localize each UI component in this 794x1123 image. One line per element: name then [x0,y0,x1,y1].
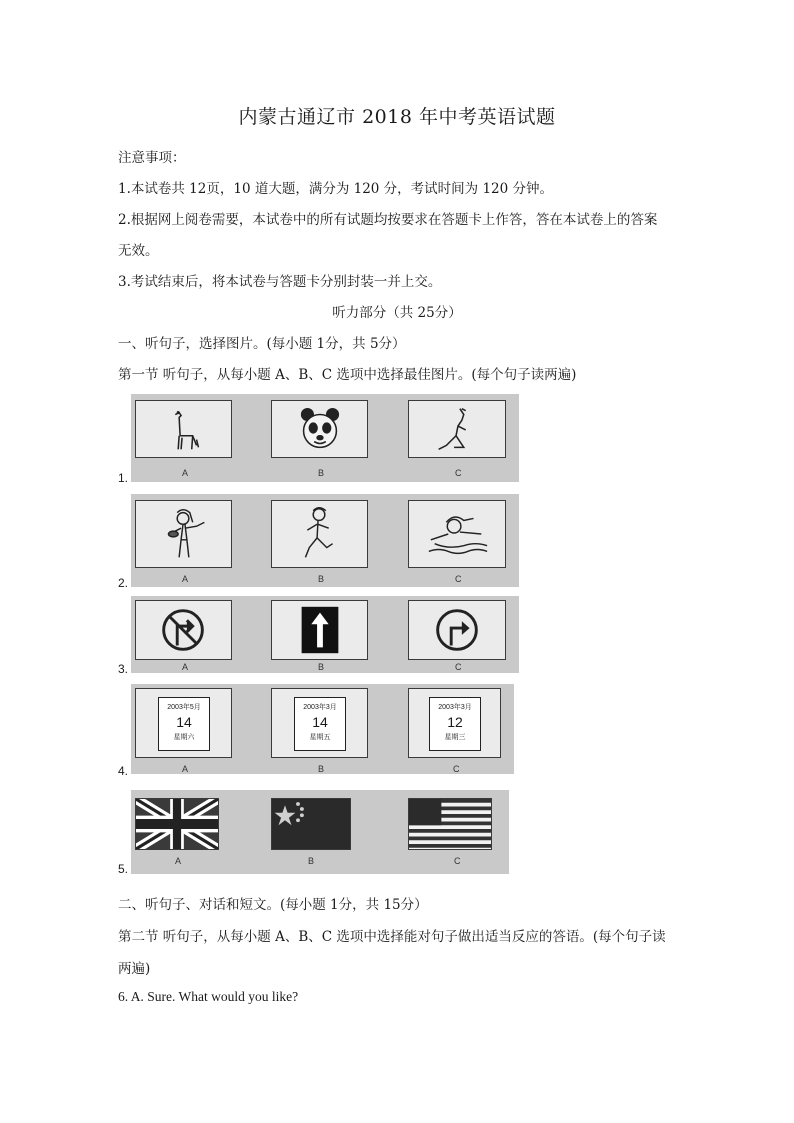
calendar-icon[interactable] [271,688,368,758]
exam-title: 内蒙古通辽市 2018 年中考英语试题 [238,106,556,128]
notes-heading: 注意事项： [118,150,186,166]
option-label: B [318,574,325,584]
calendar-day: 14 [176,714,192,730]
option-label: C [455,574,462,584]
option-label: C [453,764,460,774]
option-label: B [318,468,325,478]
girl-swimming-icon[interactable] [408,500,506,568]
part2-section-line-2: 两遍) [118,961,151,977]
girl-running-icon[interactable] [271,500,368,568]
question-6-option-a: 6. A. Sure. What would you like? [118,989,299,1004]
calendar-month: 2003年3月 [438,704,472,711]
kangaroo-icon[interactable] [408,400,506,458]
part2-section-line-1: 第二节 听句子，从每小题 A、B、C 选项中选择能对句子做出适当反应的答语。(每个句子读 [118,929,666,945]
option-label: C [454,856,461,866]
giraffe-icon[interactable] [135,400,232,458]
question-number: 3. [118,662,129,676]
note-item-1: 1.本试卷共 12页，10 道大题，满分为 120 分，考试时间为 120 分钟。 [118,181,554,197]
question-number: 5. [118,862,129,876]
panda-icon[interactable] [271,400,368,458]
listening-header: 听力部分（共 25分） [332,305,462,321]
option-label: B [318,662,325,672]
calendar-icon[interactable] [408,688,501,758]
question-number: 4. [118,764,129,778]
calendar-month: 2003年5月 [167,704,201,711]
calendar-weekday: 星期五 [309,734,331,741]
calendar-icon[interactable] [135,688,232,758]
go-straight-sign-icon[interactable] [271,600,368,660]
usa-flag-icon[interactable] [408,798,492,850]
option-label: A [175,856,182,866]
question-number: 2. [118,576,129,590]
turn-right-sign-icon[interactable] [408,600,506,660]
option-label: C [455,662,462,672]
option-label: C [455,468,462,478]
calendar-month: 2003年3月 [303,704,337,711]
calendar-weekday: 星期三 [444,734,466,741]
part1-section: 第一节 听句子，从每小题 A、B、C 选项中选择最佳图片。(每个句子读两遍) [118,367,577,383]
option-label: A [182,468,189,478]
uk-flag-icon[interactable] [135,798,219,850]
note-item-2-line-2: 无效。 [118,243,159,259]
note-item-2-line-1: 2.根据网上阅卷需要，本试卷中的所有试题均按要求在答题卡上作答，答在本试卷上的答案 [118,212,658,228]
option-label: A [182,764,189,774]
girl-playing-violin-icon[interactable] [135,500,232,568]
option-label: A [182,662,189,672]
no-right-turn-sign-icon[interactable] [135,600,232,660]
calendar-day: 14 [312,714,328,730]
part1-heading: 一、听句子，选择图片。(每小题 1分，共 5分） [118,336,406,352]
option-label: B [308,856,315,866]
calendar-weekday: 星期六 [173,734,195,741]
part2-heading: 二、听句子、对话和短文。(每小题 1分，共 15分） [118,897,428,913]
option-label: B [318,764,325,774]
note-item-3: 3.考试结束后，将本试卷与答题卡分别封装一并上交。 [118,274,442,290]
china-flag-icon[interactable] [271,798,351,850]
question-number: 1. [118,471,129,485]
calendar-day: 12 [447,714,463,730]
option-label: A [182,574,189,584]
